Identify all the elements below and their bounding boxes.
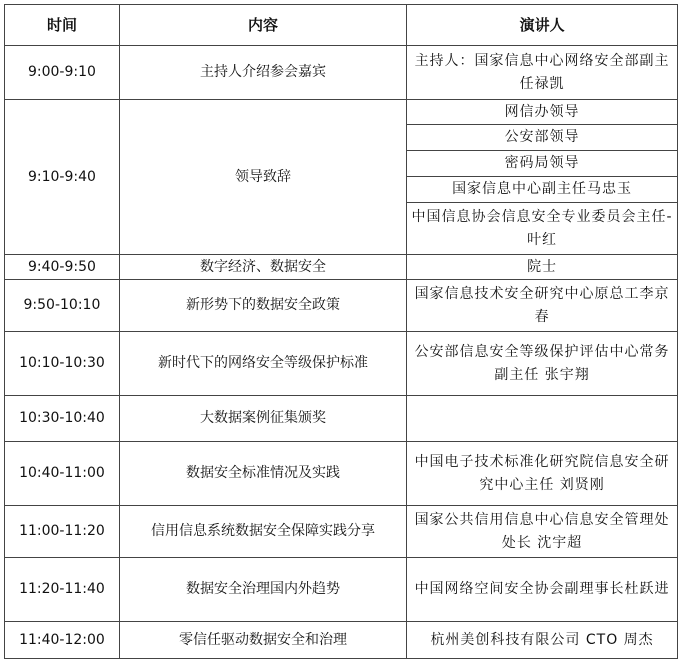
table-row	[5, 506, 678, 558]
speaker-cell: 国家信息技术安全研究中心原总工李京春	[407, 280, 678, 332]
table-row	[5, 396, 678, 442]
time-cell: 9:00-9:10	[5, 46, 120, 100]
speaker-cell: 公安部领导	[407, 125, 678, 151]
table-row	[5, 46, 678, 100]
time-cell: 11:20-11:40	[5, 558, 120, 622]
speaker-cell: 主持人：国家信息中心网络安全部副主任禄凯	[407, 46, 678, 100]
speaker-cell: 国家信息中心副主任马忠玉	[407, 177, 678, 203]
header-time: 时间	[5, 5, 120, 46]
speaker-cell	[407, 396, 678, 442]
table-row	[5, 100, 678, 125]
content-cell: 数据安全治理国内外趋势	[119, 558, 406, 622]
time-cell: 9:50-10:10	[5, 280, 120, 332]
time-cell: 11:00-11:20	[5, 506, 120, 558]
agenda-table	[4, 4, 678, 659]
content-cell: 数字经济、数据安全	[119, 255, 406, 280]
time-cell: 11:40-12:00	[5, 622, 120, 659]
table-row	[5, 332, 678, 396]
time-cell: 10:10-10:30	[5, 332, 120, 396]
content-cell: 新时代下的网络安全等级保护标准	[119, 332, 406, 396]
content-cell: 主持人介绍参会嘉宾	[119, 46, 406, 100]
time-cell: 10:40-11:00	[5, 442, 120, 506]
speaker-cell: 公安部信息安全等级保护评估中心常务副主任 张宇翔	[407, 332, 678, 396]
speaker-cell: 中国电子技术标准化研究院信息安全研究中心主任 刘贤刚	[407, 442, 678, 506]
table-row	[5, 622, 678, 659]
speaker-cell: 国家公共信用信息中心信息安全管理处处长 沈宇超	[407, 506, 678, 558]
speaker-cell: 密码局领导	[407, 151, 678, 177]
content-cell: 零信任驱动数据安全和治理	[119, 622, 406, 659]
header-speaker: 演讲人	[407, 5, 678, 46]
content-cell: 领导致辞	[119, 100, 406, 255]
speaker-cell: 中国网络空间安全协会副理事长杜跃进	[407, 558, 678, 622]
time-cell: 9:40-9:50	[5, 255, 120, 280]
header-content: 内容	[119, 5, 406, 46]
table-row	[5, 442, 678, 506]
content-cell: 数据安全标准情况及实践	[119, 442, 406, 506]
table-row	[5, 558, 678, 622]
speaker-cell: 杭州美创科技有限公司 CTO 周杰	[407, 622, 678, 659]
table-row	[5, 255, 678, 280]
content-cell: 新形势下的数据安全政策	[119, 280, 406, 332]
table-row	[5, 280, 678, 332]
speaker-cell: 网信办领导	[407, 100, 678, 125]
content-cell: 大数据案例征集颁奖	[119, 396, 406, 442]
time-cell: 10:30-10:40	[5, 396, 120, 442]
speaker-cell: 院士	[407, 255, 678, 280]
header-row	[5, 5, 678, 46]
content-cell: 信用信息系统数据安全保障实践分享	[119, 506, 406, 558]
time-cell: 9:10-9:40	[5, 100, 120, 255]
speaker-cell: 中国信息协会信息安全专业委员会主任-叶红	[407, 203, 678, 255]
